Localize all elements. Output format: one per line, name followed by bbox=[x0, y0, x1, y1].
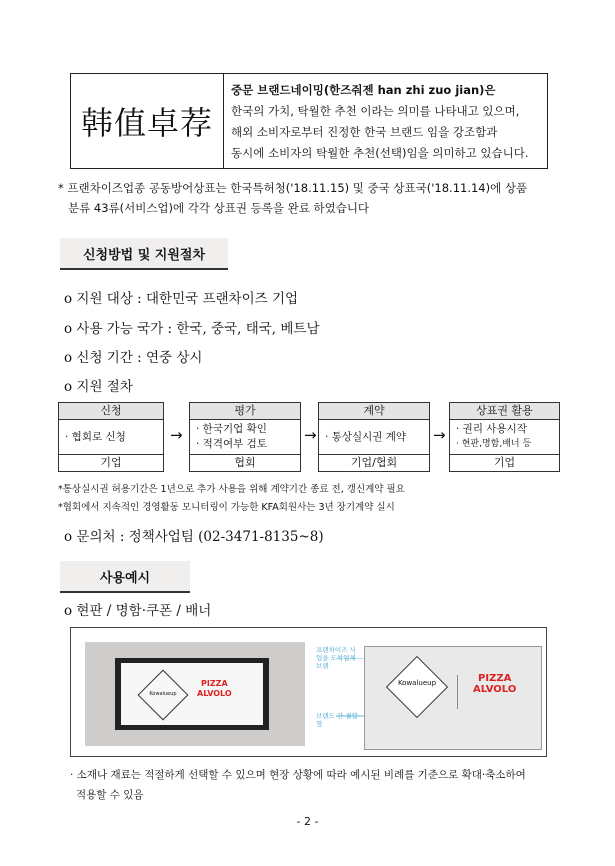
process-arrow: → bbox=[304, 426, 317, 444]
material-note-line1: · 소재나 재료는 적절하게 선택할 수 있으며 현장 상황에 따라 예시된 비례를 기준으로 확대·축소하여 bbox=[70, 769, 526, 781]
page-number: - 2 - bbox=[296, 815, 319, 828]
bullet-period: o 신청 기간 : 연중 상시 bbox=[64, 350, 203, 366]
process-step-item: · 권리 사용시작 bbox=[456, 423, 527, 435]
mockup-callout-lines bbox=[336, 658, 366, 718]
process-step-utilize bbox=[449, 402, 560, 472]
trademark-note bbox=[58, 178, 558, 218]
process-step-foot: 기업 bbox=[450, 454, 559, 471]
process-step-head: 신청 bbox=[59, 403, 163, 420]
process-step-body bbox=[190, 419, 300, 455]
process-step-foot: 기업/협회 bbox=[319, 454, 429, 471]
process-note: *통상실시권 허용기간은 1년으로 추가 사용을 위해 계약기간 종료 전, 갱신계약 필요 bbox=[58, 484, 405, 495]
example-bullet: o 현판 / 명함·쿠폰 / 배너 bbox=[64, 603, 212, 619]
brand-logo-diamond bbox=[386, 656, 448, 718]
signboard bbox=[115, 658, 269, 730]
brand-line: 동시에 소비자의 탁월한 추천(선택)임을 의미하고 있습니다. bbox=[231, 146, 529, 160]
mockup-label: 프랜차이즈 사업을 도착업체 브랜 bbox=[316, 646, 356, 670]
process-step-item: · 통상실시권 계약 bbox=[325, 430, 407, 443]
brand-box bbox=[70, 73, 548, 169]
process-step-evaluate bbox=[189, 402, 301, 472]
material-note bbox=[70, 765, 550, 805]
mockup-label: 브랜드 간 결합형 bbox=[316, 712, 358, 728]
mockup-brand-text: Kowalueup bbox=[397, 679, 437, 687]
signboard-mockup bbox=[364, 646, 542, 750]
bullet-procedure: o 지원 절차 bbox=[64, 379, 133, 395]
signboard-photo bbox=[85, 642, 305, 746]
process-step-body bbox=[59, 419, 163, 455]
process-step-body bbox=[450, 419, 559, 455]
sign-brand-text: Kowalueup bbox=[149, 691, 177, 697]
example-images bbox=[70, 627, 547, 757]
bullet-target: o 지원 대상 : 대한민국 프랜차이즈 기업 bbox=[64, 291, 299, 307]
process-step-apply bbox=[58, 402, 164, 472]
process-step-head: 계약 bbox=[319, 403, 429, 420]
brand-line: 해외 소비자로부터 진정한 한국 브랜드 임을 강조함과 bbox=[231, 125, 498, 139]
process-step-foot: 기업 bbox=[59, 454, 163, 471]
brand-logo-text: 韩值卓荐 bbox=[71, 74, 224, 168]
process-step-body bbox=[319, 419, 429, 455]
brand-description bbox=[231, 80, 541, 164]
process-step-item: · 협회로 신청 bbox=[65, 430, 126, 443]
process-step-head: 평가 bbox=[190, 403, 300, 420]
process-step-item: · 한국기업 확인 bbox=[196, 423, 267, 435]
material-note-line2: 적용할 수 있음 bbox=[76, 789, 144, 801]
trademark-note-line2: 분류 43류(서비스업)에 각각 상표권 등록을 완료 하였습니다 bbox=[68, 201, 370, 215]
process-arrow: → bbox=[170, 426, 183, 444]
pizza-logo: PIZZA ALVOLO bbox=[473, 673, 517, 695]
process-step-item: · 적격여부 검토 bbox=[196, 438, 267, 450]
section-title-examples: 사용예시 bbox=[60, 561, 190, 593]
process-step-item: · 현판,명함,배너 등 bbox=[456, 439, 532, 449]
brand-line: 한국의 가치, 탁월한 추천 이라는 의미를 나타내고 있으며, bbox=[231, 104, 520, 118]
divider bbox=[457, 675, 458, 709]
pizza-logo: PIZZA ALVOLO bbox=[197, 679, 232, 698]
trademark-note-line1: * 프랜차이즈업종 공동방어상표는 한국특허청('18.11.15) 및 중국 상표국('18.11.14)에 상품 bbox=[58, 181, 528, 195]
process-step-foot: 협회 bbox=[190, 454, 300, 471]
contact-info: o 문의처 : 정책사업팀 (02-3471-8135~8) bbox=[64, 529, 324, 545]
process-note: *협회에서 지속적인 경영활동 모니터링이 가능한 KFA회원사는 3년 장기계약 실시 bbox=[58, 502, 395, 513]
bullet-countries: o 사용 가능 국가 : 한국, 중국, 태국, 베트남 bbox=[64, 321, 320, 337]
process-step-contract bbox=[318, 402, 430, 472]
process-arrow: → bbox=[433, 426, 446, 444]
brand-heading: 중문 브랜드네이밍(한즈줘젠 han zhi zuo jian)은 bbox=[231, 83, 496, 97]
process-step-head: 상표권 활용 bbox=[450, 403, 559, 420]
section-title-application: 신청방법 및 지원절차 bbox=[60, 238, 228, 270]
